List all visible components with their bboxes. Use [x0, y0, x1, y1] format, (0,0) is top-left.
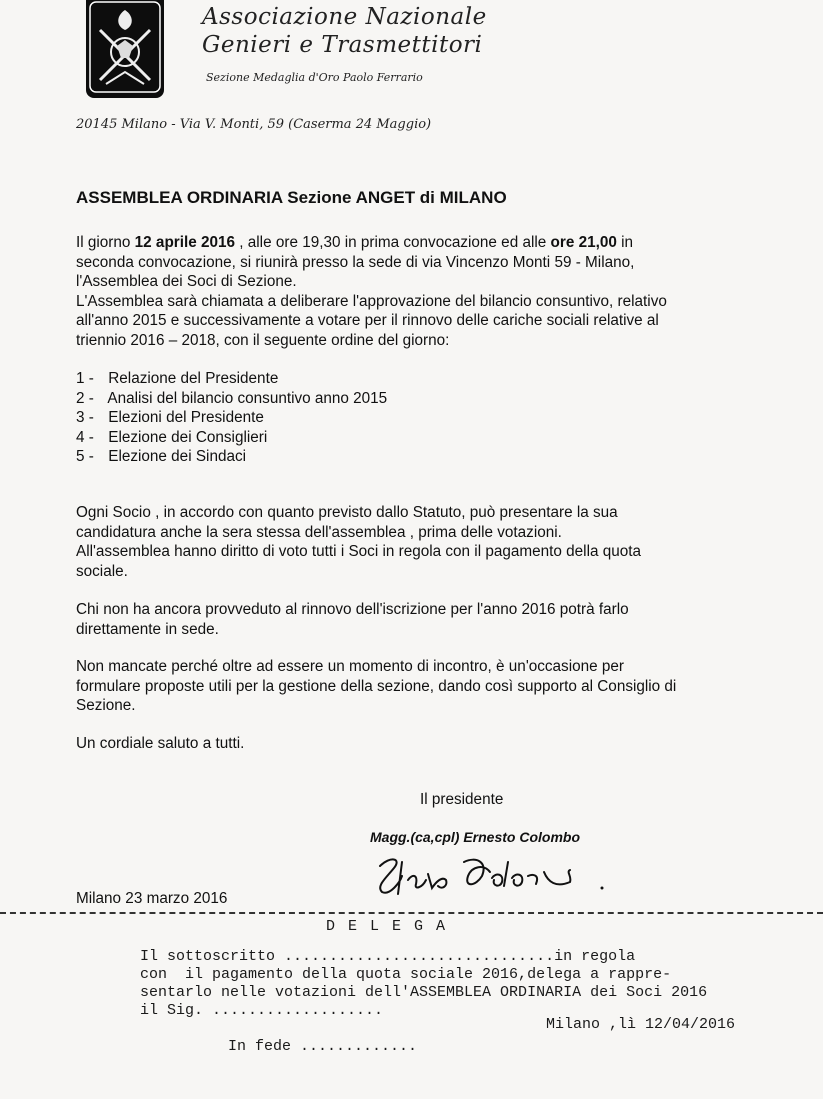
proxy-form-signature-line: In fede .............: [228, 1038, 418, 1055]
intro-line-3: l'Assemblea dei Soci di Sezione.: [76, 273, 297, 290]
greeting: Un cordiale saluto a tutti.: [76, 735, 245, 752]
association-name-line1: Associazione Nazionale: [202, 4, 487, 30]
agenda-item: 3 - Elezioni del Presidente: [76, 409, 264, 426]
invite-line: Non mancate perché oltre ad essere un momento di incontro, è un'occasione per: [76, 658, 624, 675]
president-label: Il presidente: [420, 791, 504, 808]
cut-line-divider: [0, 912, 823, 914]
candidacy-paragraph: [76, 503, 776, 581]
document-title: ASSEMBLEA ORDINARIA Sezione ANGET di MILANO: [76, 188, 507, 207]
intro-line-2: seconda convocazione, si riunirà presso la sede di via Vincenzo Monti 59 - Milano,: [76, 253, 635, 271]
section-name: Sezione Medaglia d'Oro Paolo Ferrario: [206, 71, 423, 84]
association-logo: [86, 0, 164, 98]
proxy-line: con il pagamento della quota sociale 2016,delega a rappre-: [140, 966, 672, 983]
agenda-item: 1 - Relazione del Presidente: [76, 370, 279, 387]
proxy-line: Il sottoscritto ..............................in regola: [140, 948, 636, 965]
intro-paragraph: [76, 233, 776, 350]
invite-line: Sezione.: [76, 697, 136, 714]
candidacy-line: Ogni Socio , in accordo con quanto previsto dallo Statuto, può presentare la sua: [76, 504, 618, 521]
candidacy-line: sociale.: [76, 562, 128, 580]
agenda-item: 4 - Elezione dei Consiglieri: [76, 428, 268, 446]
candidacy-line: candidatura anche la sera stessa dell'assemblea , prima delle votazioni.: [76, 523, 562, 541]
association-address: 20145 Milano - Via V. Monti, 59 (Caserma 24 Maggio): [76, 117, 432, 132]
renewal-line: direttamente in sede.: [76, 620, 219, 638]
meeting-date: 12 aprile 2016: [134, 234, 236, 251]
proxy-line: sentarlo nelle votazioni dell'ASSEMBLEA ORDINARIA dei Soci 2016: [140, 984, 708, 1001]
place-and-date: Milano 23 marzo 2016: [76, 890, 228, 907]
proxy-line: il Sig. ...................: [140, 1002, 384, 1019]
renewal-paragraph: [76, 600, 776, 639]
intro-line-1: Il giorno 12 aprile 2016 , alle ore 19,30 in prima convocazione ed alle ore 21,00 in: [76, 234, 634, 251]
handwritten-signature: [372, 852, 612, 903]
intro-line-6: triennio 2016 – 2018, con il seguente ordine del giorno:: [76, 331, 450, 349]
agenda-item: 2 - Analisi del bilancio consuntivo anno 2015: [76, 389, 388, 407]
agenda-list: [76, 369, 387, 467]
association-name-line2: Genieri e Trasmettitori: [202, 32, 483, 58]
proxy-form-body: [140, 948, 707, 1020]
proxy-form-date: Milano ,lì 12/04/2016: [546, 1016, 736, 1033]
intro-line-5: all'anno 2015 e successivamente a votare per il rinnovo delle cariche sociali relative al: [76, 312, 659, 329]
meeting-time: ore 21,00: [550, 234, 617, 251]
proxy-form-title: D E L E G A: [326, 918, 448, 935]
renewal-line: Chi non ha ancora provveduto al rinnovo dell'iscrizione per l'anno 2016 potrà farlo: [76, 601, 629, 618]
candidacy-line: All'assemblea hanno diritto di voto tutti i Soci in regola con il pagamento della quota: [76, 543, 641, 560]
invite-paragraph: [76, 657, 776, 716]
intro-line-4: L'Assemblea sarà chiamata a deliberare l'approvazione del bilancio consuntivo, relativo: [76, 292, 667, 310]
agenda-item: 5 - Elezione dei Sindaci: [76, 448, 247, 465]
invite-line: formulare proposte utili per la gestione della sezione, dando così supporto al Consiglio di: [76, 677, 677, 695]
signer-name: Magg.(ca,cpl) Ernesto Colombo: [370, 829, 581, 845]
